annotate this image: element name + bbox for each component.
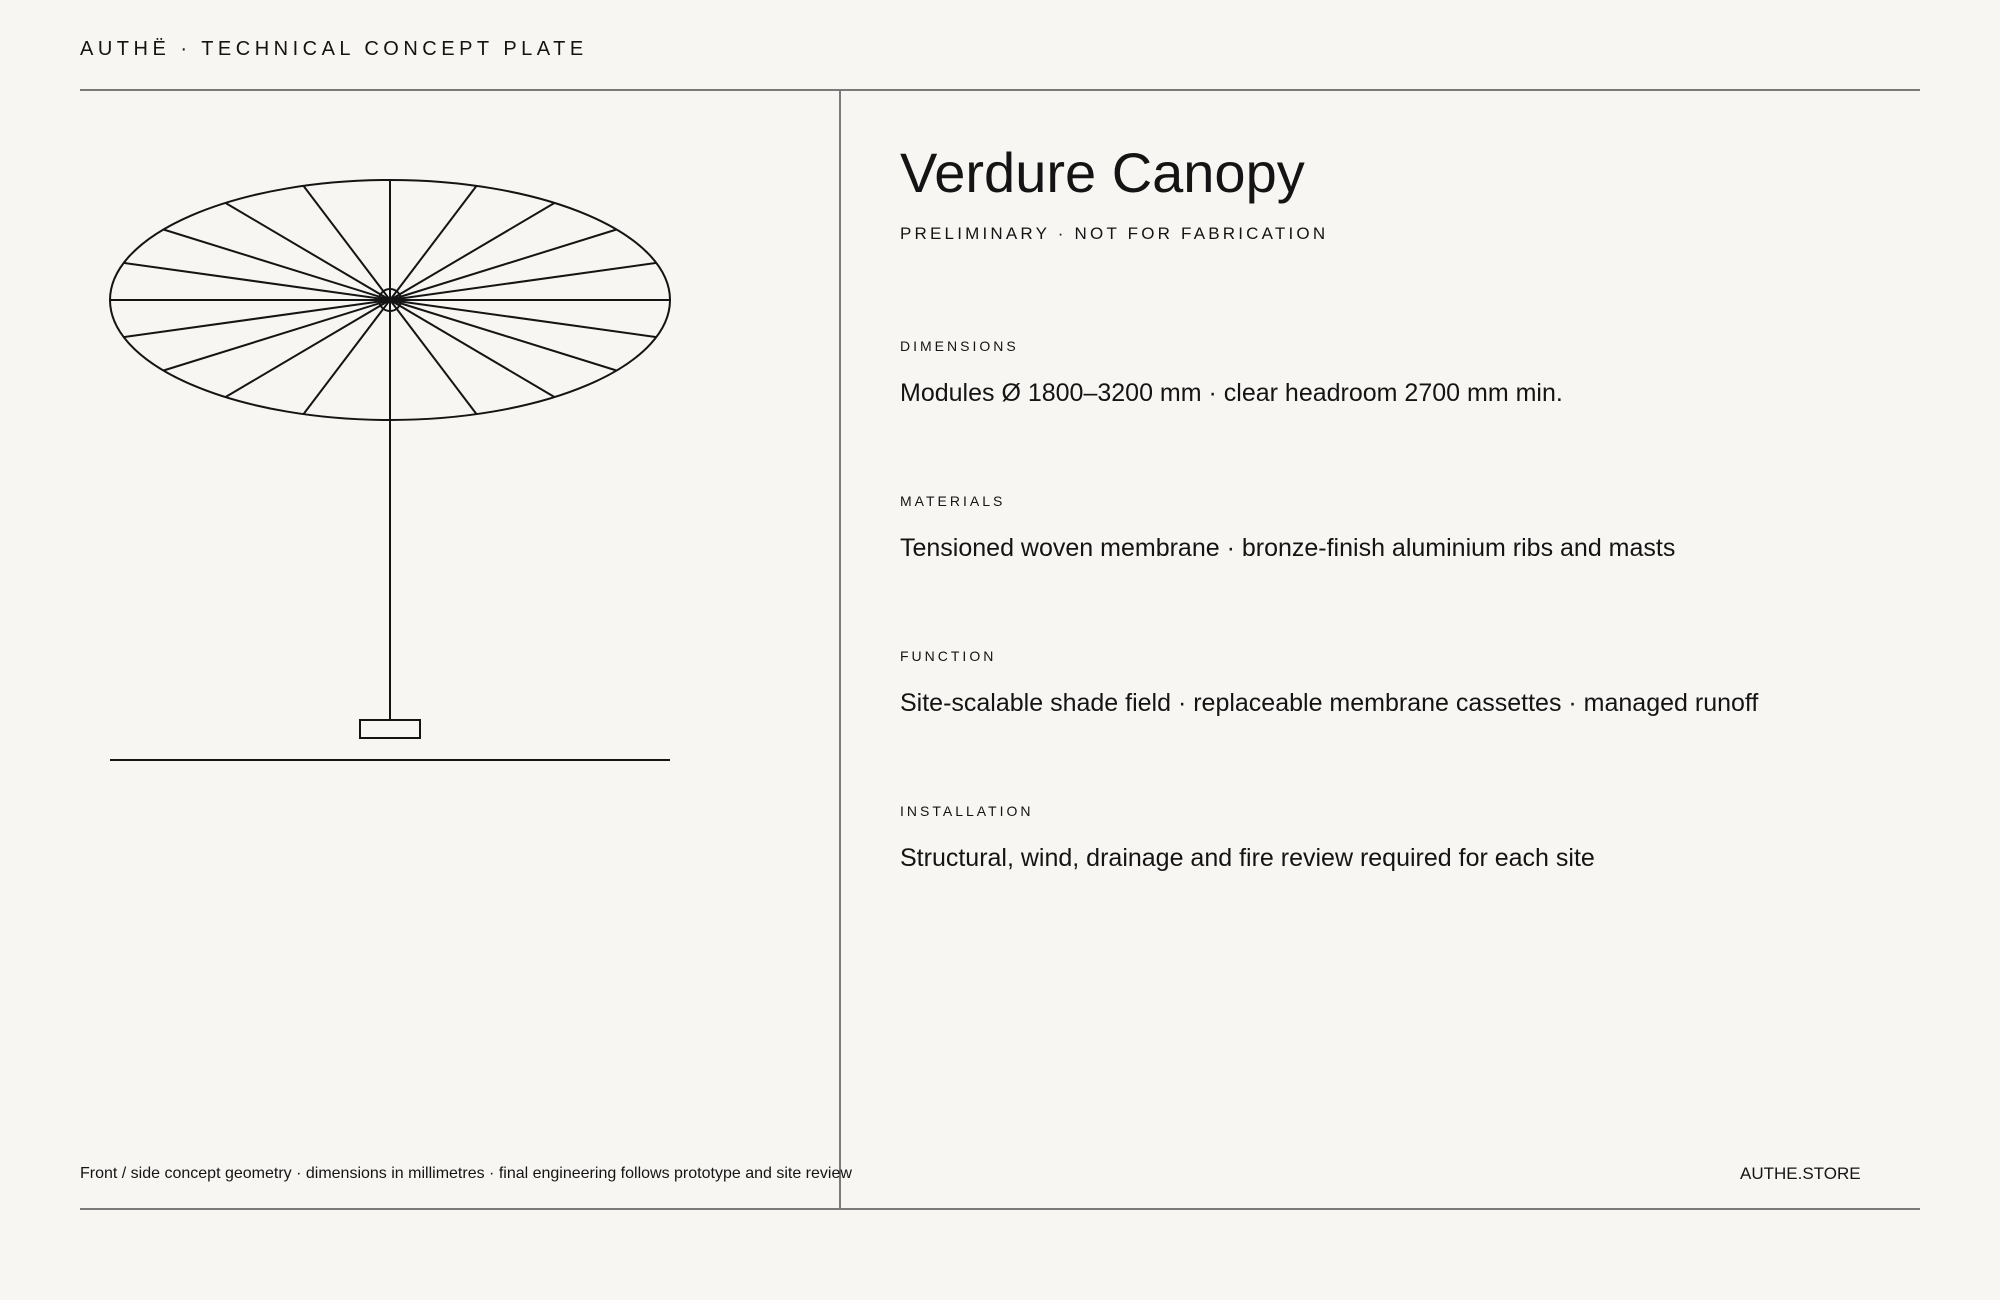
- canopy-rib: [390, 203, 555, 300]
- spec-materials: [900, 492, 1900, 563]
- spec-installation: [900, 802, 1900, 873]
- spec-value: Site-scalable shade field · replaceable membrane cassettes · managed runoff: [900, 689, 1759, 717]
- canopy-rib: [225, 300, 390, 397]
- canopy-rib: [390, 263, 656, 300]
- header-brand: AUTHË · TECHNICAL CONCEPT PLATE: [80, 38, 588, 60]
- canopy-rib: [390, 300, 477, 414]
- canopy-rib: [124, 263, 390, 300]
- spec-label: INSTALLATION: [900, 803, 1034, 819]
- spec-dimensions: [900, 337, 1900, 408]
- footer-note: Front / side concept geometry · dimensions in millimetres · final engineering follows prototype and site review: [80, 1165, 852, 1182]
- spec-label: MATERIALS: [900, 493, 1006, 509]
- spec-value: Modules Ø 1800–3200 mm · clear headroom 2700 mm min.: [900, 379, 1563, 407]
- canopy-rib: [164, 230, 391, 301]
- canopy-rib: [304, 186, 391, 300]
- canopy-rib: [124, 300, 390, 337]
- canopy-rib: [390, 300, 617, 371]
- canopy-rib: [225, 203, 390, 300]
- product-title: Verdure Canopy: [900, 141, 1305, 204]
- spec-value: Structural, wind, drainage and fire review required for each site: [900, 844, 1595, 872]
- canopy-rib: [390, 300, 555, 397]
- canopy-rib: [304, 300, 391, 414]
- canopy-rib: [390, 300, 656, 337]
- spec-function: [900, 647, 1900, 718]
- canopy-drawing: [0, 0, 840, 800]
- canopy-rib: [390, 186, 477, 300]
- product-status: PRELIMINARY · NOT FOR FABRICATION: [900, 224, 1329, 243]
- spec-label: FUNCTION: [900, 648, 997, 664]
- spec-label: DIMENSIONS: [900, 338, 1019, 354]
- bottom-rule: [80, 1208, 1920, 1210]
- canopy-rib: [390, 230, 617, 301]
- canopy-rib: [164, 300, 391, 371]
- footer-site-link[interactable]: AUTHE.STORE: [1740, 1164, 1861, 1183]
- canopy-base: [360, 720, 420, 738]
- spec-value: Tensioned woven membrane · bronze-finish aluminium ribs and masts: [900, 534, 1676, 562]
